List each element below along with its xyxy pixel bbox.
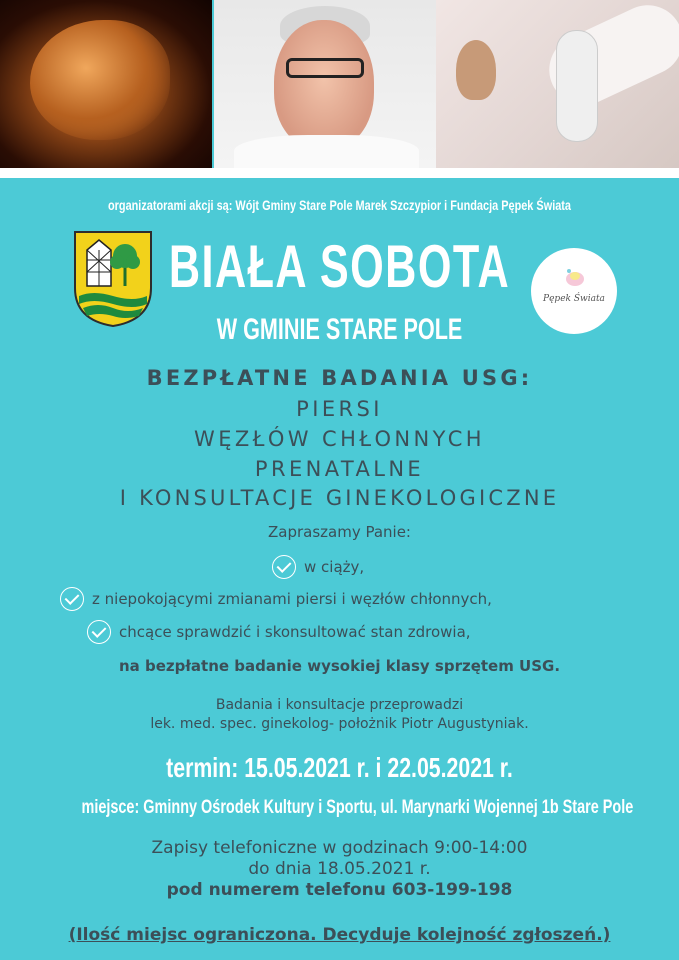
photo-strip <box>0 0 679 168</box>
divider <box>0 168 679 178</box>
ultrasound-photo <box>0 0 212 168</box>
check-circle-icon <box>87 620 111 644</box>
logo-text: Pępek Świata <box>543 294 605 304</box>
invite-closing: na bezpłatne badanie wysokiej klasy sprzętem USG. <box>118 657 561 675</box>
check-circle-icon <box>60 587 84 611</box>
organizers-line: organizatorami akcji są: Wójt Gminy Stare Pole Marek Szczypior i Fundacja Pępek Świata <box>107 197 572 213</box>
doctor-photo <box>214 0 436 168</box>
doctor-line: lek. med. spec. ginekolog- położnik Piotr Augustyniak. <box>150 716 529 732</box>
exam-item: I KONSULTACJE GINEKOLOGICZNE <box>119 486 560 510</box>
check-circle-icon <box>272 555 296 579</box>
registration-line: do dnia 18.05.2021 r. <box>248 859 431 879</box>
page-title: BIAŁA SOBOTA <box>168 233 511 300</box>
invite-item: z niepokojącymi zmianami piersi i węzłów chłonnych, <box>60 587 492 611</box>
exam-item: PRENATALNE <box>254 457 425 481</box>
phone-number: pod numerem telefonu 603-199-198 <box>166 880 513 900</box>
foundation-logo <box>531 248 617 334</box>
invite-item: w ciąży, <box>272 555 364 579</box>
exam-item: PIERSI <box>296 397 383 421</box>
glasses <box>286 58 364 78</box>
limited-places-note: (Ilość miejsc ograniczona. Decyduje kolejność zgłoszeń.) <box>68 925 611 945</box>
event-dates: termin: 15.05.2021 r. i 22.05.2021 r. <box>166 752 513 783</box>
invite-intro: Zapraszamy Panie: <box>267 523 411 541</box>
heart-egg-icon <box>563 266 587 288</box>
invite-item: chcące sprawdzić i skonsultować stan zdrowia, <box>87 620 471 644</box>
exam-item: WĘZŁÓW CHŁONNYCH <box>194 427 485 451</box>
doctor-line: Badania i konsultacje przeprowadzi <box>215 697 464 713</box>
page-subtitle: W GMINIE STARE POLE <box>216 313 463 346</box>
event-place: miejsce: Gminny Ośrodek Kultury i Sportu, ul. Marynarki Wojennej 1b Stare Pole <box>81 797 634 818</box>
registration-line: Zapisy telefoniczne w godzinach 9:00-14:00 <box>151 838 528 858</box>
exams-heading: BEZPŁATNE BADANIA USG: <box>146 366 533 390</box>
fetus-image <box>30 20 170 140</box>
examination-photo <box>436 0 679 168</box>
usg-probe <box>556 30 598 142</box>
